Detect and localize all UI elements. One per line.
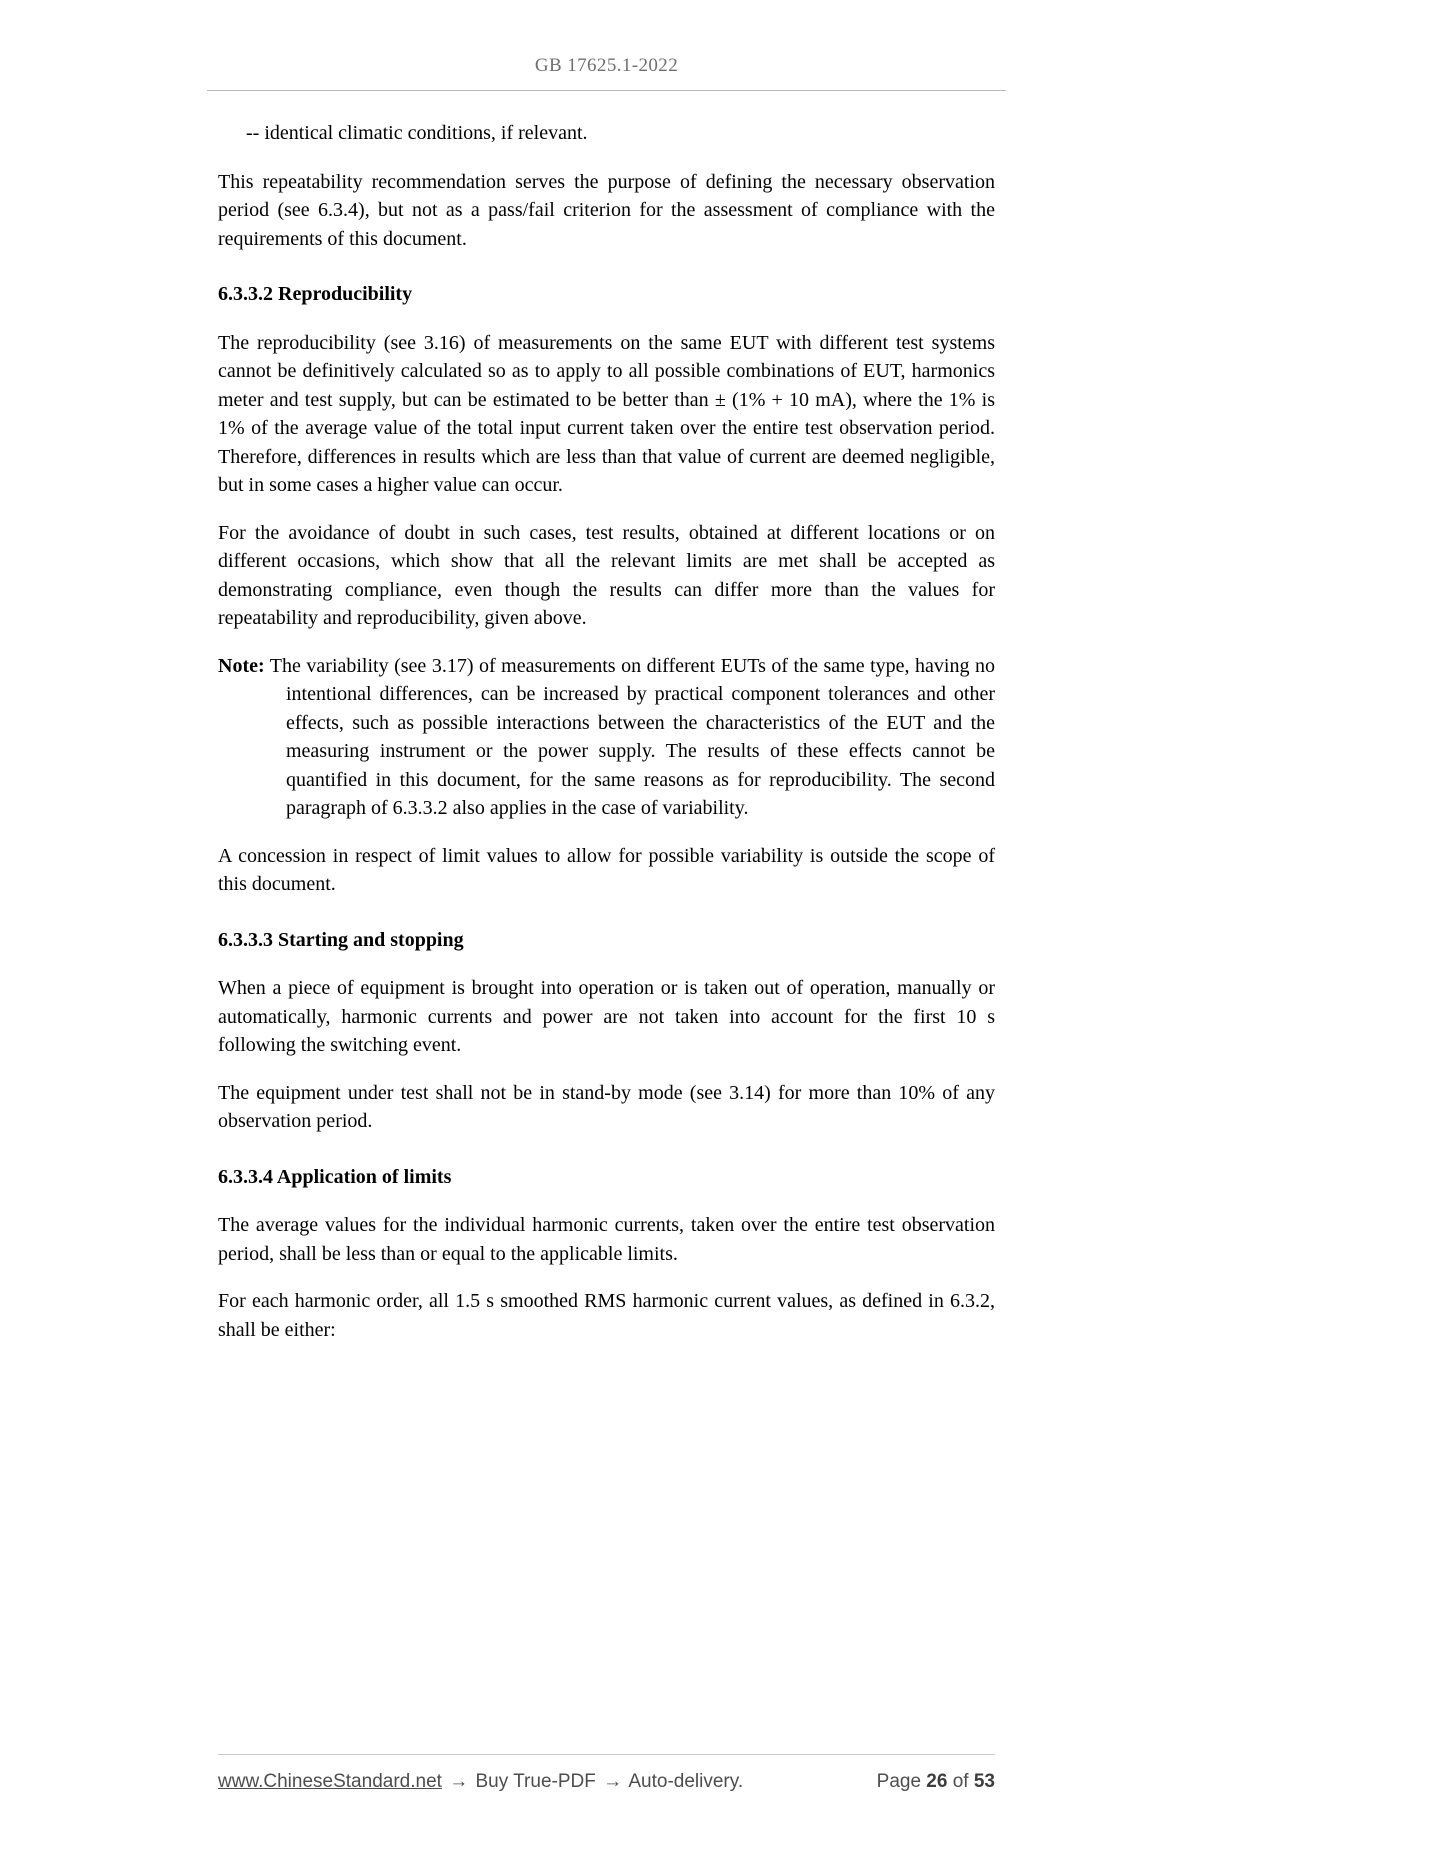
footer [218, 1771, 995, 1793]
section-heading-application-of-limits: 6.3.3.4 Application of limits [218, 1165, 452, 1188]
section-heading-reproducibility: 6.3.3.2 Reproducibility [218, 283, 413, 305]
footer-branding [218, 1771, 743, 1793]
paragraph: For each harmonic order, all 1.5 s smoothed RMS harmonic current values, as defined in 6.3.2, shall be either: [218, 1290, 995, 1341]
paragraph: This repeatability recommendation serves the purpose of defining the necessary observation period (see 6.3.4), but not as a pass/fail criterion for the assessment of compliance with the requirements of this document. [218, 170, 995, 250]
header-divider [207, 90, 1006, 91]
footer-divider [218, 1754, 995, 1755]
list-item: -- identical climatic conditions, if relevant. [246, 122, 588, 144]
header-doc-number: GB 17625.1-2022 [534, 55, 679, 76]
page-indicator [877, 1771, 995, 1793]
arrow-right-icon: → [603, 1771, 623, 1792]
paragraph: A concession in respect of limit values to allow for possible variability is outside the scope of this document. [218, 844, 995, 895]
arrow-right-icon: → [449, 1771, 469, 1792]
paragraph: The average values for the individual harmonic currents, taken over the entire test observation period, shall be less than or equal to the applicable limits. [218, 1214, 995, 1265]
paragraph: The equipment under test shall not be in stand-by mode (see 3.14) for more than 10% of any observation period. [218, 1081, 995, 1132]
footer-buy-text: Buy True-PDF [475, 1771, 596, 1792]
note-paragraph [218, 652, 995, 823]
page-label: Page [876, 1771, 922, 1792]
note-text: The variability (see 3.17) of measurements on different EUTs of the same type, having no intentional differences, can be increased by practical component tolerances and other effects, such as possible interactions between the characteristics of the EUT and the measuring instrument or the power supply. The results of these effects cannot be quantified in this document, for the same reasons as for reproducibility. The second paragraph of 6.3.3.2 also applies in the case of variability. [269, 654, 995, 819]
site-link[interactable]: www.ChineseStandard.net [218, 1771, 442, 1792]
page-current: 26 [926, 1771, 948, 1792]
paragraph: For the avoidance of doubt in such cases, test results, obtained at different locations or on different occasions, which show that all the relevant limits are met shall be accepted as demonstrating compliance, even though the results can differ more than the values for repeatability and reproducibility, given above. [218, 521, 995, 629]
page-of-label: of [952, 1771, 969, 1792]
note-label: Note: [218, 654, 265, 677]
paragraph: The reproducibility (see 3.16) of measurements on the same EUT with different test systems cannot be definitively calculated so as to apply to all possible combinations of EUT, harmonics meter and test supply, but can be estimated to be better than ± (1% + 10 mA), where the 1% is 1% of the average value of the total input current taken over the entire test observation period. Therefore, differences in results which are less than that value of current are deemed negligible, but in some cases a higher value can occur. [218, 331, 995, 496]
page-total: 53 [973, 1771, 995, 1792]
section-heading-starting-stopping: 6.3.3.3 Starting and stopping [218, 928, 464, 951]
paragraph: When a piece of equipment is brought into operation or is taken out of operation, manually or automatically, harmonic currents and power are not taken into account for the first 10 s following the switching event. [218, 977, 995, 1056]
footer-delivery-text: Auto-delivery. [628, 1771, 744, 1792]
document-body [218, 119, 995, 1363]
